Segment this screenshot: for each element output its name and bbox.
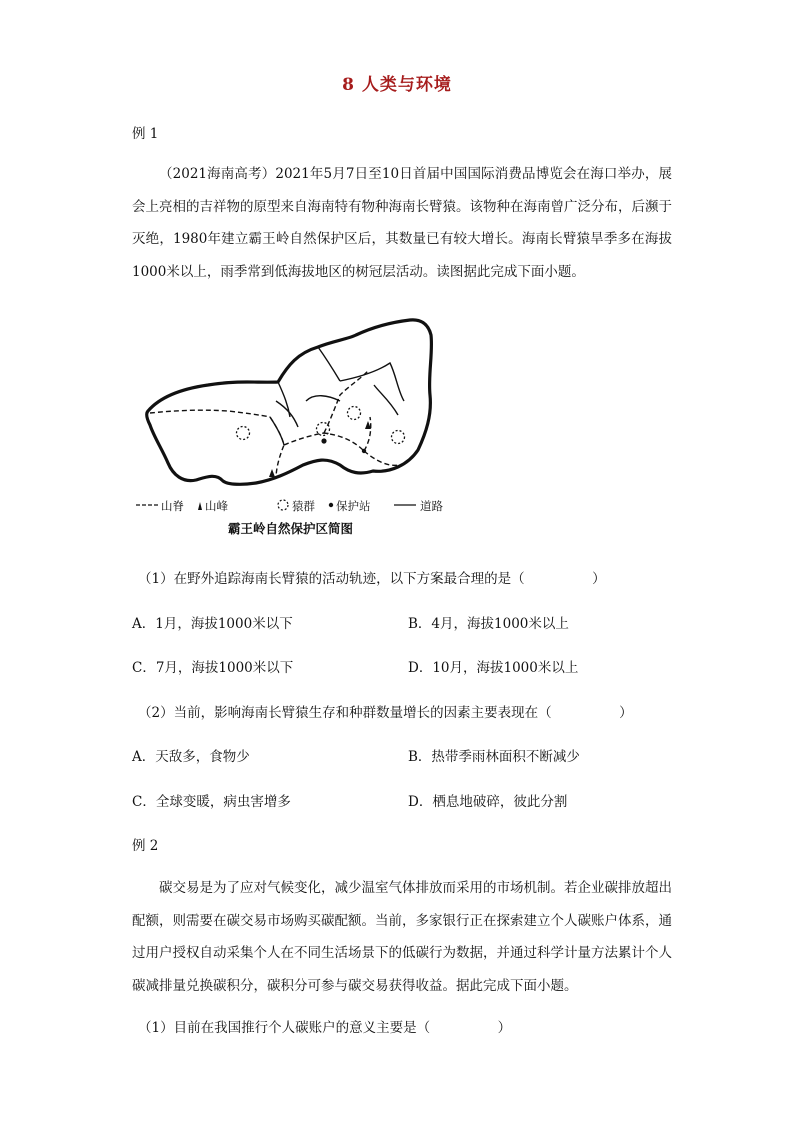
legend-ape-group-icon	[278, 500, 288, 510]
map-caption: 霸王岭自然保护区简图	[228, 521, 354, 536]
ridge-6	[364, 451, 400, 465]
baiwangling-reserve-map	[128, 305, 458, 545]
legend-peak-label: 山峰	[205, 499, 228, 513]
road-5	[306, 396, 340, 401]
ape-group-3	[348, 407, 361, 420]
ex1-q2-option-c[interactable]: C．全球变暖，病虫害增多	[132, 794, 291, 810]
map-legend	[136, 499, 443, 513]
ridge-5	[364, 417, 371, 451]
ex2-question-1-stem: （1）目前在我国推行个人碳账户的意义主要是（ ）	[138, 1020, 512, 1036]
example-1-label: 例 1	[132, 126, 159, 142]
legend-station-label: 保护站	[336, 499, 371, 513]
example-2-paragraph	[132, 872, 672, 1002]
ex1-question-1-stem: （1）在野外追踪海南长臂猿的活动轨迹，以下方案最合理的是（ ）	[138, 571, 606, 587]
ex1-question-2-stem: （2）当前，影响海南长臂猿生存和种群数量增长的因素主要表现在（ ）	[138, 705, 633, 721]
ex1-q2-option-b[interactable]: B．热带季雨林面积不断减少	[408, 749, 580, 765]
ex1-q1-option-c[interactable]: C．7月，海拔1000米以下	[132, 660, 294, 676]
peak-2	[269, 469, 275, 477]
legend-ape-group-label: 猿群	[292, 499, 315, 513]
example-1-paragraph	[132, 158, 672, 288]
ex1-q1-option-b[interactable]: B．4月，海拔1000米以上	[408, 616, 569, 632]
ex1-q1-option-a[interactable]: A．1月，海拔1000米以下	[132, 616, 293, 632]
ridge-1	[150, 410, 270, 417]
ex1-q1-option-d[interactable]: D．10月，海拔1000米以上	[408, 660, 579, 676]
station-1	[321, 438, 326, 443]
legend-peak-icon	[198, 502, 202, 510]
legend-station-icon	[329, 503, 333, 507]
page-title: 8 人类与环境	[342, 75, 452, 95]
road-7	[374, 385, 398, 415]
ape-group-4	[392, 431, 405, 444]
example-2-label: 例 2	[132, 838, 159, 854]
ex1-q2-option-a[interactable]: A．天敌多，食物少	[132, 749, 250, 765]
station-2	[362, 449, 366, 453]
example-1-text: （2021海南高考）2021年5月7日至10日首届中国国际消费品博览会在海口举办，展会上亮相的吉祥物的原型来自海南特有物种海南长臂猿。该物种在海南曾广泛分布，后濒于灭绝，1980年建立霸王岭自然保护区后，其数量已有较大增长。海南长臂猿旱季多在海拔1000米以上，雨季常到低海拔地区的树冠层活动。读图据此完成下面小题。	[132, 166, 672, 280]
ape-group-1	[237, 427, 250, 440]
ex1-q2-option-d[interactable]: D．栖息地破碎，彼此分割	[408, 794, 568, 810]
example-2-text: 碳交易是为了应对气候变化，减少温室气体排放而采用的市场机制。若企业碳排放超出配额，则需要在碳交易市场购买碳配额。当前，多家银行正在探索建立个人碳账户体系，通过用户授权自动采集个人在不同生活场景下的低碳行为数据，并通过科学计量方法累计个人碳减排量兑换碳积分，碳积分可参与碳交易获得收益。据此完成下面小题。	[132, 880, 672, 994]
legend-ridge-label: 山脊	[161, 499, 184, 513]
road-2	[318, 347, 340, 381]
legend-road-label: 道路	[420, 499, 443, 513]
road-3	[340, 363, 404, 401]
